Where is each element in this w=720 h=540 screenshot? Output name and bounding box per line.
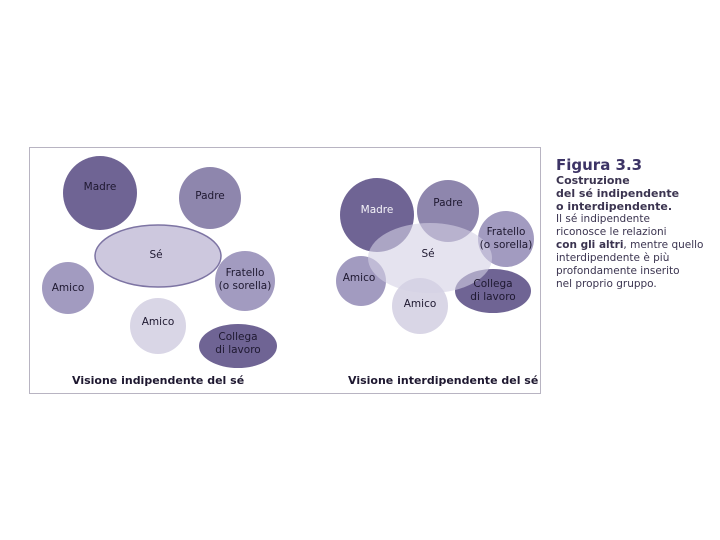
figure-title: Figura 3.3 (556, 156, 643, 174)
body-line: riconosce le relazioni (556, 226, 667, 238)
self-construal-diagram (30, 148, 540, 393)
collega-label: Collega (473, 278, 513, 290)
amico-left-label: Amico (342, 272, 376, 284)
interdependent-self-panel (336, 178, 538, 387)
independent-self-panel (42, 156, 277, 387)
collega-label-2: di lavoro (470, 291, 516, 303)
fratello-label-2: (o sorella) (479, 239, 533, 251)
amico-left-label: Amico (51, 282, 85, 294)
body-line: nel proprio gruppo. (556, 278, 657, 290)
amico-bottom-label: Amico (403, 298, 437, 310)
subtitle-line: del sé indipendente (556, 187, 680, 200)
madre-label: Madre (83, 181, 117, 193)
padre-label: Padre (433, 197, 463, 209)
madre-circle (63, 156, 137, 230)
se-label: Sé (421, 248, 435, 260)
body-emphasis: con gli altri (556, 239, 624, 251)
interdependent-caption: Visione interdipendente del sé (348, 374, 539, 387)
amico-bottom-label: Amico (141, 316, 175, 328)
body-line: profondamente inserito (556, 265, 680, 277)
independent-caption: Visione indipendente del sé (72, 374, 245, 387)
body-text: , mentre quello (623, 239, 704, 251)
collega-label-2: di lavoro (215, 344, 261, 356)
figure-subtitle (556, 174, 716, 213)
madre-label: Madre (360, 204, 394, 216)
padre-label: Padre (195, 190, 225, 202)
subtitle-line: Costruzione (556, 174, 630, 187)
figure-frame (29, 147, 541, 394)
collega-label: Collega (218, 331, 258, 343)
figure-body (556, 213, 716, 291)
body-line (556, 239, 716, 252)
subtitle-line: o interdipendente. (556, 200, 673, 213)
fratello-label-2: (o sorella) (218, 280, 272, 292)
fratello-label: Fratello (225, 267, 265, 279)
se-label: Sé (149, 249, 163, 261)
body-line: Il sé indipendente (556, 213, 650, 225)
body-line: interdipendente è più (556, 252, 670, 264)
figure-caption (556, 156, 716, 291)
fratello-label: Fratello (486, 226, 526, 238)
